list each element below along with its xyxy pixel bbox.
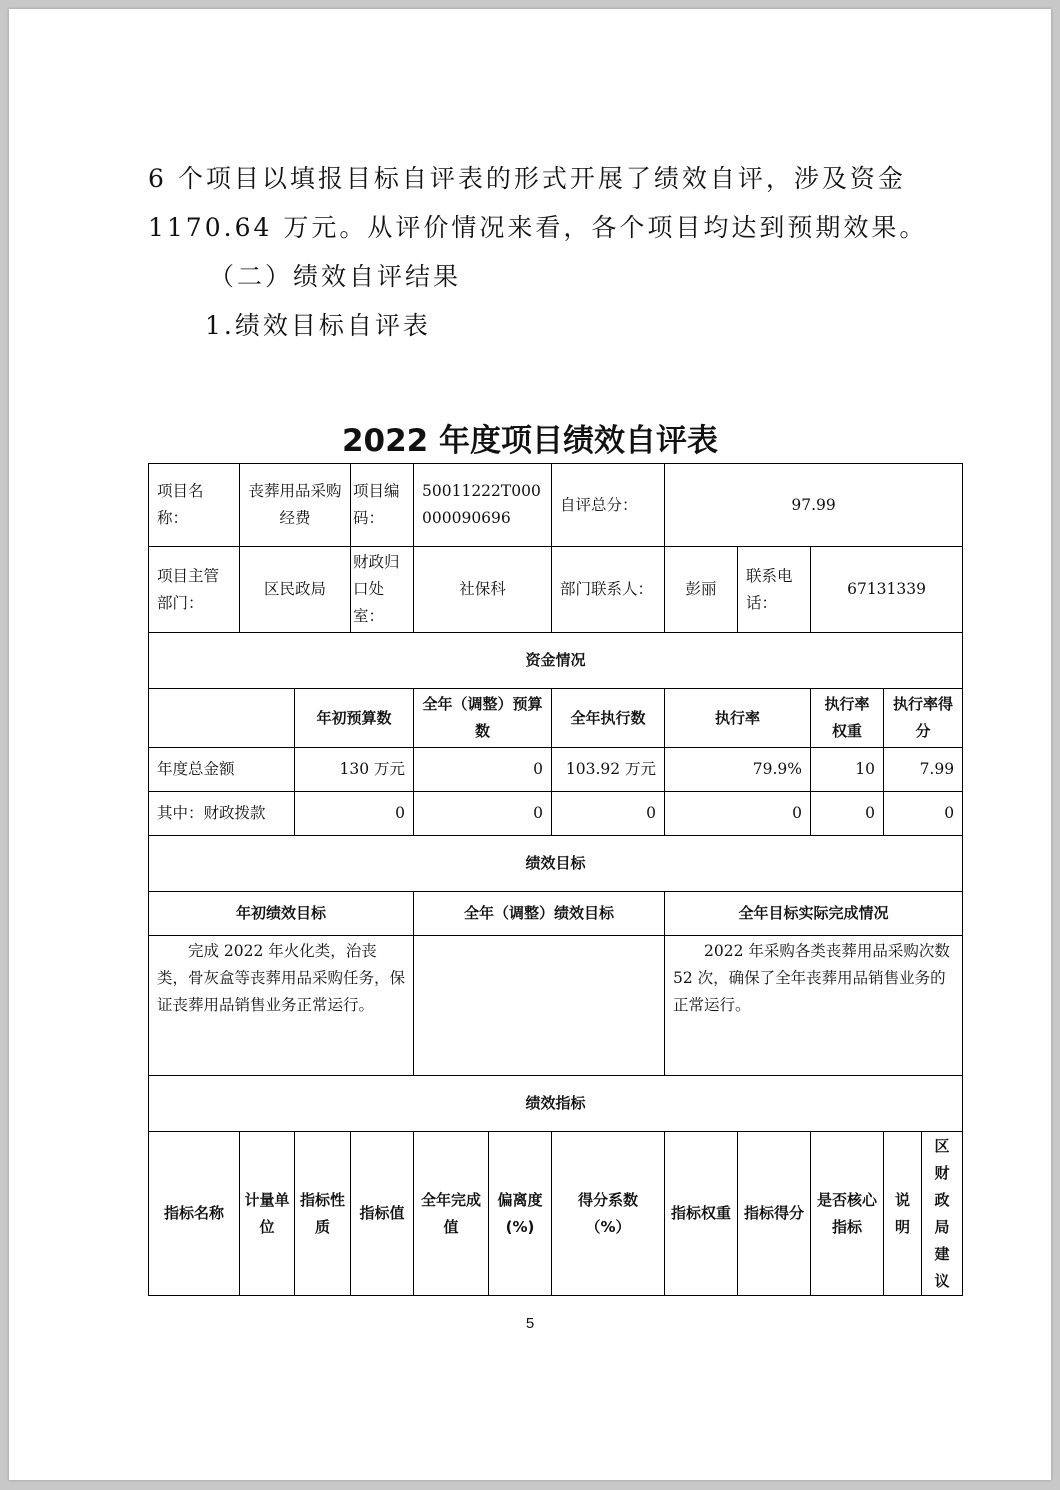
- indicators-section-row: [149, 1076, 963, 1132]
- funds-header-initial: 年初预算数: [295, 689, 414, 748]
- goals-header-initial: 年初绩效目标: [149, 892, 414, 936]
- self-score: 97.99: [665, 464, 963, 547]
- funds-row-label: 其中：财政拨款: [149, 792, 295, 836]
- finance-office-label: 财政归口处室：: [351, 547, 414, 633]
- funds-row-total: [149, 748, 963, 792]
- ind-header-completed: 全年完成值: [414, 1132, 489, 1296]
- funds-cell: 103.92 万元: [552, 748, 665, 792]
- funds-cell: 130 万元: [295, 748, 414, 792]
- goals-header-actual: 全年目标实际完成情况: [665, 892, 963, 936]
- funds-header-rate-weight: 执行率权重: [811, 689, 884, 748]
- ind-header-note: 说明: [884, 1132, 922, 1296]
- goals-header-adjusted: 全年（调整）绩效目标: [414, 892, 665, 936]
- contact-label: 部门联系人：: [552, 547, 665, 633]
- info-row-1: [149, 464, 963, 547]
- goals-actual: 2022 年采购各类丧葬用品采购次数 52 次，确保了全年丧葬用品销售业务的正常运行。: [665, 936, 963, 1076]
- funds-section-label: 资金情况: [149, 633, 963, 689]
- funds-cell: 0: [665, 792, 811, 836]
- goals-content-row: [149, 936, 963, 1076]
- funds-cell: 0: [414, 792, 552, 836]
- dept: 区民政局: [240, 547, 351, 633]
- goals-section-label: 绩效目标: [149, 836, 963, 892]
- funds-section-row: [149, 633, 963, 689]
- funds-cell: 0: [552, 792, 665, 836]
- self-evaluation-table: [148, 463, 963, 1296]
- goals-initial: 完成 2022 年火化类，治丧类，骨灰盒等丧葬用品采购任务，保证丧葬用品销售业务正常运行。: [149, 936, 414, 1076]
- funds-header-rate: 执行率: [665, 689, 811, 748]
- goals-section-row: [149, 836, 963, 892]
- ind-header-nature: 指标性质: [295, 1132, 351, 1296]
- project-code: 50011222T000000090696: [414, 464, 552, 547]
- subsection-heading: 1.绩效目标自评表: [205, 311, 431, 340]
- ind-header-weight: 指标权重: [665, 1132, 738, 1296]
- funds-cell: 10: [811, 748, 884, 792]
- funds-cell: 0: [414, 748, 552, 792]
- paragraph-line-2: 1170.64 万元。从评价情况来看，各个项目均达到预期效果。: [148, 213, 928, 242]
- funds-row-label: 年度总金额: [149, 748, 295, 792]
- page-number: 5: [525, 1315, 535, 1332]
- phone-label: 联系电话：: [738, 547, 811, 633]
- self-score-label: 自评总分：: [552, 464, 665, 547]
- finance-office: 社保科: [414, 547, 552, 633]
- document-page: [9, 9, 1051, 1480]
- ind-header-deviation: 偏离度(%): [489, 1132, 552, 1296]
- ind-header-value: 指标值: [351, 1132, 414, 1296]
- project-code-label: 项目编码：: [351, 464, 414, 547]
- paragraph-line-1: 6 个项目以填报目标自评表的形式开展了绩效自评，涉及资金: [148, 164, 906, 193]
- indicators-section-label: 绩效指标: [149, 1076, 963, 1132]
- funds-row-fiscal: [149, 792, 963, 836]
- funds-header-adjusted: 全年（调整）预算数: [414, 689, 552, 748]
- funds-header-executed: 全年执行数: [552, 689, 665, 748]
- goals-adjusted: [414, 936, 665, 1076]
- funds-header-row: [149, 689, 963, 748]
- ind-header-score: 指标得分: [738, 1132, 811, 1296]
- funds-cell: 0: [884, 792, 963, 836]
- info-row-2: [149, 547, 963, 633]
- indicators-header-row: [149, 1132, 963, 1296]
- funds-cell: 79.9%: [665, 748, 811, 792]
- contact: 彭丽: [665, 547, 738, 633]
- dept-label: 项目主管部门：: [149, 547, 240, 633]
- project-name-label: 项目名称：: [149, 464, 240, 547]
- goals-header-row: [149, 892, 963, 936]
- ind-header-unit: 计量单位: [240, 1132, 295, 1296]
- ind-header-core: 是否核心指标: [811, 1132, 884, 1296]
- funds-cell: 7.99: [884, 748, 963, 792]
- table-title: 2022 年度项目绩效自评表: [341, 423, 719, 459]
- funds-header-blank: [149, 689, 295, 748]
- phone: 67131339: [811, 547, 963, 633]
- ind-header-coefficient: 得分系数（%）: [552, 1132, 665, 1296]
- ind-header-suggestion: 区财政局建议: [922, 1132, 963, 1296]
- funds-header-rate-score: 执行率得分: [884, 689, 963, 748]
- funds-cell: 0: [295, 792, 414, 836]
- funds-cell: 0: [811, 792, 884, 836]
- section-heading: （二）绩效自评结果: [209, 262, 462, 291]
- ind-header-name: 指标名称: [149, 1132, 240, 1296]
- project-name: 丧葬用品采购经费: [240, 464, 351, 547]
